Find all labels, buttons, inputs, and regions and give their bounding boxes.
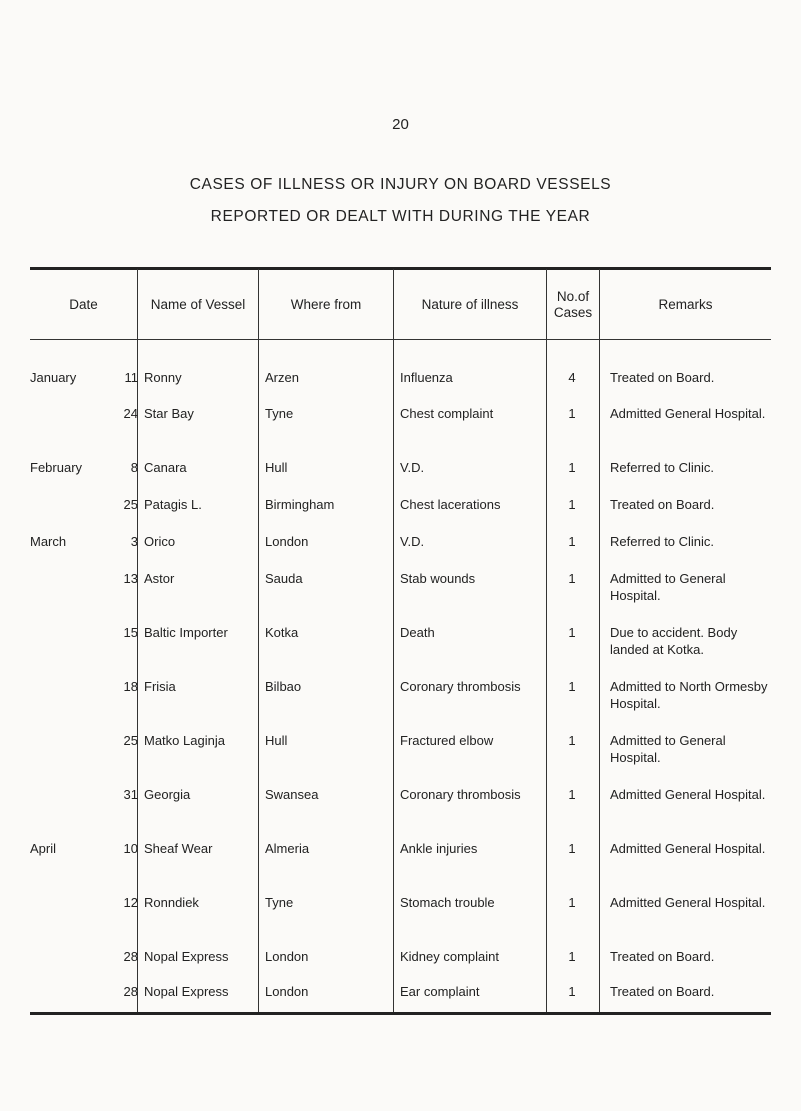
row-day: 15 <box>123 625 138 640</box>
row-where-from: London <box>265 984 309 999</box>
row-where-from: Sauda <box>265 571 303 586</box>
row-case-count: 1 <box>568 571 576 586</box>
row-remarks: Treated on Board. <box>610 984 715 999</box>
row-remarks: Due to accident. Body landed at Kotka. <box>610 625 738 657</box>
row-where-from: Arzen <box>265 370 299 385</box>
page-number: 20 <box>392 116 409 133</box>
row-day: 18 <box>123 679 138 694</box>
row-remarks: Admitted General Hospital. <box>610 406 766 421</box>
row-vessel-name: Sheaf Wear <box>144 841 213 856</box>
row-vessel-name: Ronndiek <box>144 895 199 910</box>
row-month: January <box>30 370 77 385</box>
row-illness: Stomach trouble <box>400 895 495 910</box>
row-case-count: 1 <box>568 895 576 910</box>
column-divider <box>599 269 600 1012</box>
row-remarks: Admitted General Hospital. <box>610 895 766 910</box>
row-vessel-name: Patagis L. <box>144 497 202 512</box>
row-remarks: Treated on Board. <box>610 370 715 385</box>
row-illness: Coronary thrombosis <box>400 787 521 802</box>
page-title-line-2: REPORTED OR DEALT WITH DURING THE YEAR <box>210 208 591 225</box>
row-where-from: London <box>265 949 309 964</box>
row-case-count: 1 <box>568 460 576 475</box>
header-illness: Nature of illness <box>421 296 519 312</box>
row-case-count: 1 <box>568 949 576 964</box>
row-vessel-name: Orico <box>144 534 176 549</box>
row-day: 13 <box>123 571 138 586</box>
column-divider <box>258 269 259 1012</box>
row-where-from: Birmingham <box>265 497 335 512</box>
row-remarks: Admitted to North Ormesby Hospital. <box>610 679 768 711</box>
row-vessel-name: Ronny <box>144 370 182 385</box>
row-illness: Death <box>400 625 435 640</box>
table-bottom-rule <box>30 1012 771 1015</box>
row-case-count: 1 <box>568 406 576 421</box>
row-month: April <box>30 841 57 856</box>
row-where-from: Hull <box>265 733 288 748</box>
cases-table <box>30 267 771 1015</box>
row-day: 31 <box>123 787 138 802</box>
row-vessel-name: Baltic Importer <box>144 625 228 640</box>
row-case-count: 1 <box>568 984 576 999</box>
row-remarks: Referred to Clinic. <box>610 460 715 475</box>
row-vessel-name: Canara <box>144 460 187 475</box>
row-remarks: Treated on Board. <box>610 949 715 964</box>
row-where-from: Tyne <box>265 406 294 421</box>
row-illness: Kidney complaint <box>400 949 499 964</box>
header-date: Date <box>69 296 98 312</box>
row-day: 11 <box>124 370 138 385</box>
row-illness: Ear complaint <box>400 984 480 999</box>
row-remarks: Referred to Clinic. <box>610 534 715 549</box>
row-day: 8 <box>130 460 138 475</box>
row-illness: Fractured elbow <box>400 733 494 748</box>
row-illness: Ankle injuries <box>400 841 478 856</box>
row-remarks: Admitted General Hospital. <box>610 841 766 856</box>
row-day: 28 <box>123 949 138 964</box>
row-case-count: 1 <box>568 625 576 640</box>
row-illness: Chest lacerations <box>400 497 501 512</box>
row-day: 28 <box>123 984 138 999</box>
row-case-count: 1 <box>568 497 576 512</box>
row-case-count: 1 <box>568 733 576 748</box>
header-vessel: Name of Vessel <box>150 296 246 312</box>
row-vessel-name: Georgia <box>144 787 191 802</box>
column-divider <box>393 269 394 1012</box>
header-cases: No.of Cases <box>553 288 593 320</box>
page-title-line-1: CASES OF ILLNESS OR INJURY ON BOARD VESSELS <box>189 176 612 193</box>
row-case-count: 1 <box>568 787 576 802</box>
row-vessel-name: Star Bay <box>144 406 194 421</box>
row-where-from: Kotka <box>265 625 299 640</box>
row-remarks: Admitted General Hospital. <box>610 787 766 802</box>
row-day: 25 <box>123 497 138 512</box>
row-case-count: 1 <box>568 534 576 549</box>
row-where-from: Bilbao <box>265 679 302 694</box>
row-remarks: Admitted to General Hospital. <box>610 571 726 603</box>
row-month: March <box>30 534 67 549</box>
row-vessel-name: Astor <box>144 571 175 586</box>
row-illness: Influenza <box>400 370 453 385</box>
row-remarks: Treated on Board. <box>610 497 715 512</box>
row-illness: Stab wounds <box>400 571 476 586</box>
row-illness: Coronary thrombosis <box>400 679 521 694</box>
row-where-from: Tyne <box>265 895 294 910</box>
row-illness: V.D. <box>400 460 425 475</box>
row-illness: Chest complaint <box>400 406 494 421</box>
row-where-from: Swansea <box>265 787 319 802</box>
row-case-count: 1 <box>568 679 576 694</box>
row-where-from: Hull <box>265 460 288 475</box>
row-vessel-name: Nopal Express <box>144 949 229 964</box>
header-remarks: Remarks <box>658 296 713 312</box>
row-where-from: Almeria <box>265 841 310 856</box>
table-header-rule <box>30 339 771 340</box>
row-vessel-name: Matko Laginja <box>144 733 225 748</box>
row-remarks: Admitted to General Hospital. <box>610 733 726 765</box>
row-day: 25 <box>123 733 138 748</box>
row-case-count: 4 <box>568 370 576 385</box>
row-vessel-name: Nopal Express <box>144 984 229 999</box>
row-month: February <box>30 460 83 475</box>
row-case-count: 1 <box>568 841 576 856</box>
row-day: 10 <box>123 841 138 856</box>
row-day: 24 <box>123 406 138 421</box>
row-day: 12 <box>123 895 138 910</box>
header-where-from: Where from <box>290 296 362 312</box>
row-illness: V.D. <box>400 534 425 549</box>
row-where-from: London <box>265 534 309 549</box>
row-day: 3 <box>130 534 138 549</box>
row-vessel-name: Frisia <box>144 679 176 694</box>
